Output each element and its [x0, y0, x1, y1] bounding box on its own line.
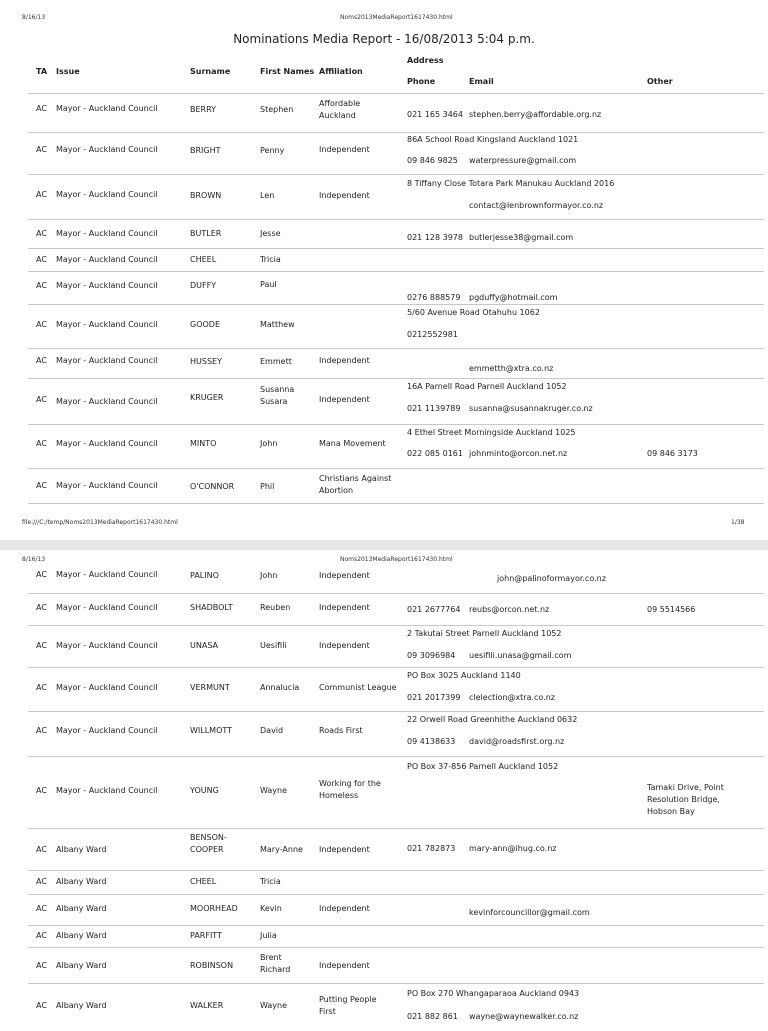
cell-first-names: Annalucia [260, 683, 300, 692]
cell-ta: AC [36, 190, 47, 199]
cell-issue: Mayor - Auckland Council [56, 570, 158, 579]
cell-issue: Albany Ward [56, 904, 107, 913]
cell-issue: Albany Ward [56, 961, 107, 970]
cell-ta: AC [36, 481, 47, 490]
page-break [0, 540, 768, 550]
cell-first-names: Kevin [260, 904, 282, 913]
cell-address: 4 Ethel Street Morningside Auckland 1025 [407, 428, 576, 437]
cell-ta: AC [36, 395, 47, 404]
cell-phone: 021 2677764 [407, 605, 461, 614]
cell-first-names: Penny [260, 146, 285, 155]
cell-first-names: Len [260, 191, 275, 200]
cell-first-names: Stephen [260, 105, 294, 114]
cell-address: 16A Parnell Road Parnell Auckland 1052 [407, 382, 567, 391]
cell-email: reubs@orcon.net.nz [469, 605, 550, 614]
cell-email: mary-ann@ihug.co.nz [469, 844, 557, 853]
cell-first-names: Wayne [260, 786, 288, 795]
cell-email: uesifili.unasa@gmail.com [469, 651, 572, 660]
cell-email: contact@lenbrownformayor.co.nz [469, 201, 604, 210]
cell-phone: 09 846 9825 [407, 156, 458, 165]
report-title: Nominations Media Report - 16/08/2013 5:04 p.m. [233, 32, 535, 46]
page-footer-path: file:///C:/temp/Noms2013MediaReport1617430.html [22, 519, 178, 526]
table-row [28, 625, 764, 667]
table-row [28, 304, 764, 348]
cell-ta: AC [36, 726, 47, 735]
cell-ta: AC [36, 104, 47, 113]
cell-issue: Mayor - Auckland Council [56, 320, 158, 329]
cell-issue: Mayor - Auckland Council [56, 439, 158, 448]
cell-issue: Mayor - Auckland Council [56, 603, 158, 612]
cell-issue: Mayor - Auckland Council [56, 281, 158, 290]
page-header-filename: Noms2013MediaReport1617430.html [340, 556, 453, 563]
table-row [28, 828, 764, 870]
cell-first-names: Wayne [260, 1001, 288, 1010]
cell-affiliation: Working for the Homeless [319, 779, 381, 800]
cell-issue: Albany Ward [56, 931, 107, 940]
cell-surname: WALKER [190, 1001, 224, 1010]
cell-affiliation: Roads First [319, 726, 363, 735]
page-header-date: 8/16/13 [22, 556, 46, 563]
cell-phone: 021 782873 [407, 844, 456, 853]
cell-ta: AC [36, 931, 47, 940]
table-row [28, 378, 764, 424]
cell-ta: AC [36, 439, 47, 448]
cell-phone: 021 2017399 [407, 693, 461, 702]
cell-surname: BRIGHT [190, 146, 221, 155]
cell-issue: Mayor - Auckland Council [56, 683, 158, 692]
cell-issue: Mayor - Auckland Council [56, 104, 158, 113]
cell-first-names: Tricia [260, 255, 281, 264]
cell-affiliation: Independent [319, 845, 370, 854]
table-row [28, 593, 764, 625]
cell-issue: Albany Ward [56, 1001, 107, 1010]
table-row [28, 667, 764, 711]
cell-first-names: Mary-Anne [260, 845, 303, 854]
cell-issue: Mayor - Auckland Council [56, 145, 158, 154]
cell-first-names: John [260, 439, 278, 448]
cell-surname: MOORHEAD [190, 904, 238, 913]
cell-address: 86A School Road Kingsland Auckland 1021 [407, 135, 579, 144]
cell-email: john@palinoformayor.co.nz [497, 574, 606, 583]
cell-ta: AC [36, 961, 47, 970]
cell-surname: BROWN [190, 191, 222, 200]
cell-surname: BERRY [190, 105, 217, 114]
cell-email: david@roadsfirst.org.nz [469, 737, 565, 746]
cell-first-names: Phil [260, 482, 275, 491]
cell-other: Tamaki Drive, Point Resolution Bridge, Hobson Bay [647, 783, 724, 816]
cell-surname: MINTO [190, 439, 217, 448]
cell-surname: CHEEL [190, 255, 217, 264]
cell-ta: AC [36, 255, 47, 264]
cell-issue: Mayor - Auckland Council [56, 229, 158, 238]
cell-email: clelection@xtra.co.nz [469, 693, 555, 702]
cell-ta: AC [36, 641, 47, 650]
cell-surname: KRUGER [190, 393, 224, 402]
cell-affiliation: Independent [319, 603, 370, 612]
cell-affiliation: Affordable Auckland [319, 99, 361, 120]
table-row [28, 565, 764, 593]
cell-email: emmetth@xtra.co.nz [469, 364, 554, 373]
page-header-filename: Noms2013MediaReport1617430.html [340, 14, 453, 21]
table-row [28, 174, 764, 219]
cell-phone: 0212552981 [407, 330, 458, 339]
cell-issue: Mayor - Auckland Council [56, 786, 158, 795]
cell-email: waterpressure@gmail.com [469, 156, 577, 165]
cell-address: PO Box 270 Whangaparaoa Auckland 0943 [407, 989, 580, 998]
cell-email: susanna@susannakruger.co.nz [469, 404, 593, 413]
cell-ta: AC [36, 683, 47, 692]
table-row [28, 271, 764, 304]
cell-phone: 021 882 861 [407, 1012, 458, 1021]
cell-address: 5/60 Avenue Road Otahuhu 1062 [407, 308, 540, 317]
cell-surname: HUSSEY [190, 357, 222, 366]
col-header-phone: Phone [407, 77, 436, 86]
cell-surname: SHADBOLT [190, 603, 233, 612]
col-header-other: Other [647, 77, 673, 86]
table-row [28, 870, 764, 894]
cell-affiliation: Independent [319, 395, 370, 404]
cell-surname: YOUNG [190, 786, 219, 795]
cell-surname: BUTLER [190, 229, 222, 238]
cell-issue: Mayor - Auckland Council [56, 356, 158, 365]
nominations-table-page-2 [28, 565, 764, 1031]
cell-surname: WILLMOTT [190, 726, 233, 735]
cell-affiliation: Independent [319, 961, 370, 970]
cell-surname: ROBINSON [190, 961, 234, 970]
cell-affiliation: Independent [319, 571, 370, 580]
cell-affiliation: Communist League [319, 683, 397, 692]
col-header-email: Email [469, 77, 494, 86]
cell-issue: Albany Ward [56, 877, 107, 886]
cell-first-names: Julia [260, 931, 277, 940]
table-row [28, 424, 764, 468]
cell-issue: Albany Ward [56, 845, 107, 854]
cell-issue: Mayor - Auckland Council [56, 641, 158, 650]
cell-ta: AC [36, 603, 47, 612]
cell-phone: 021 128 3978 [407, 233, 463, 242]
col-header-affiliation: Affiliation [319, 67, 363, 76]
table-row [28, 132, 764, 174]
cell-email: pgduffy@hotmail.com [469, 293, 558, 302]
cell-phone: 09 3096984 [407, 651, 456, 660]
cell-email: johnminto@orcon.net.nz [469, 449, 568, 458]
table-row [28, 93, 764, 132]
cell-other: 09 846 3173 [647, 449, 698, 458]
cell-ta: AC [36, 281, 47, 290]
cell-affiliation: Putting People First [319, 995, 377, 1016]
cell-surname: CHEEL [190, 877, 217, 886]
cell-surname: PALINO [190, 571, 219, 580]
cell-issue: Mayor - Auckland Council [56, 190, 158, 199]
cell-first-names: David [260, 726, 284, 735]
cell-address: 8 Tiffany Close Totara Park Manukau Auckland 2016 [407, 179, 615, 188]
table-row [28, 248, 764, 271]
cell-address: 22 Orwell Road Greenhithe Auckland 0632 [407, 715, 578, 724]
cell-ta: AC [36, 145, 47, 154]
cell-first-names: Brent Richard [260, 953, 291, 974]
cell-phone: 0276 888579 [407, 293, 461, 302]
cell-ta: AC [36, 356, 47, 365]
cell-first-names: Tricia [260, 877, 281, 886]
cell-phone: 09 4138633 [407, 737, 456, 746]
nominations-table-page-1 [28, 93, 764, 504]
cell-ta: AC [36, 320, 47, 329]
table-row [28, 219, 764, 248]
cell-first-names: Matthew [260, 320, 295, 329]
page-footer-page-number: 1/38 [731, 519, 745, 526]
cell-affiliation: Mana Movement [319, 439, 386, 448]
col-header-issue: Issue [56, 67, 80, 76]
cell-issue: Mayor - Auckland Council [56, 397, 158, 406]
cell-issue: Mayor - Auckland Council [56, 726, 158, 735]
cell-surname: BENSON-COOPER [190, 833, 227, 854]
col-header-surname: Surname [190, 67, 231, 76]
cell-ta: AC [36, 570, 47, 579]
cell-affiliation: Independent [319, 904, 370, 913]
cell-ta: AC [36, 845, 47, 854]
col-header-first-names: First Names [260, 67, 315, 76]
cell-email: wayne@waynewalker.co.nz [469, 1012, 579, 1021]
cell-phone: 021 165 3464 [407, 110, 463, 119]
cell-surname: VERMUNT [190, 683, 230, 692]
cell-surname: O'CONNOR [190, 482, 235, 491]
cell-first-names: Paul [260, 280, 277, 289]
cell-first-names: Uesifili [260, 641, 287, 650]
cell-first-names: Emmett [260, 357, 292, 366]
cell-ta: AC [36, 786, 47, 795]
table-row [28, 925, 764, 947]
cell-affiliation: Independent [319, 145, 370, 154]
cell-ta: AC [36, 904, 47, 913]
cell-phone: 022 085 0161 [407, 449, 463, 458]
table-row [28, 468, 764, 504]
cell-phone: 021 1139789 [407, 404, 461, 413]
cell-issue: Mayor - Auckland Council [56, 255, 158, 264]
page-header-date: 8/16/13 [22, 14, 46, 21]
cell-ta: AC [36, 1001, 47, 1010]
table-row [28, 894, 764, 925]
col-header-address: Address [407, 56, 444, 65]
table-row [28, 348, 764, 378]
cell-first-names: Reuben [260, 603, 291, 612]
table-row [28, 947, 764, 983]
cell-address: PO Box 37-856 Parnell Auckland 1052 [407, 762, 559, 771]
cell-issue: Mayor - Auckland Council [56, 481, 158, 490]
cell-email: kevinforcouncillor@gmail.com [469, 908, 590, 917]
cell-address: 2 Takutai Street Parnell Auckland 1052 [407, 629, 562, 638]
cell-surname: GOODE [190, 320, 221, 329]
cell-ta: AC [36, 229, 47, 238]
cell-surname: UNASA [190, 641, 219, 650]
cell-affiliation: Christians Against Abortion [319, 474, 392, 495]
cell-affiliation: Independent [319, 356, 370, 365]
cell-affiliation: Independent [319, 191, 370, 200]
cell-first-names: Jesse [260, 229, 281, 238]
table-row [28, 756, 764, 828]
col-header-ta: TA [36, 67, 48, 76]
cell-email: butlerjesse38@gmail.com [469, 233, 574, 242]
cell-address: PO Box 3025 Auckland 1140 [407, 671, 521, 680]
cell-first-names: Susanna Susara [260, 385, 295, 406]
cell-affiliation: Independent [319, 641, 370, 650]
cell-email: stephen.berry@affordable.org.nz [469, 110, 602, 119]
table-row [28, 711, 764, 756]
report-page-2 [0, 550, 768, 1024]
cell-ta: AC [36, 877, 47, 886]
cell-first-names: John [260, 571, 278, 580]
cell-surname: DUFFY [190, 281, 217, 290]
cell-surname: PARFITT [190, 931, 222, 940]
cell-other: 09 5514566 [647, 605, 696, 614]
